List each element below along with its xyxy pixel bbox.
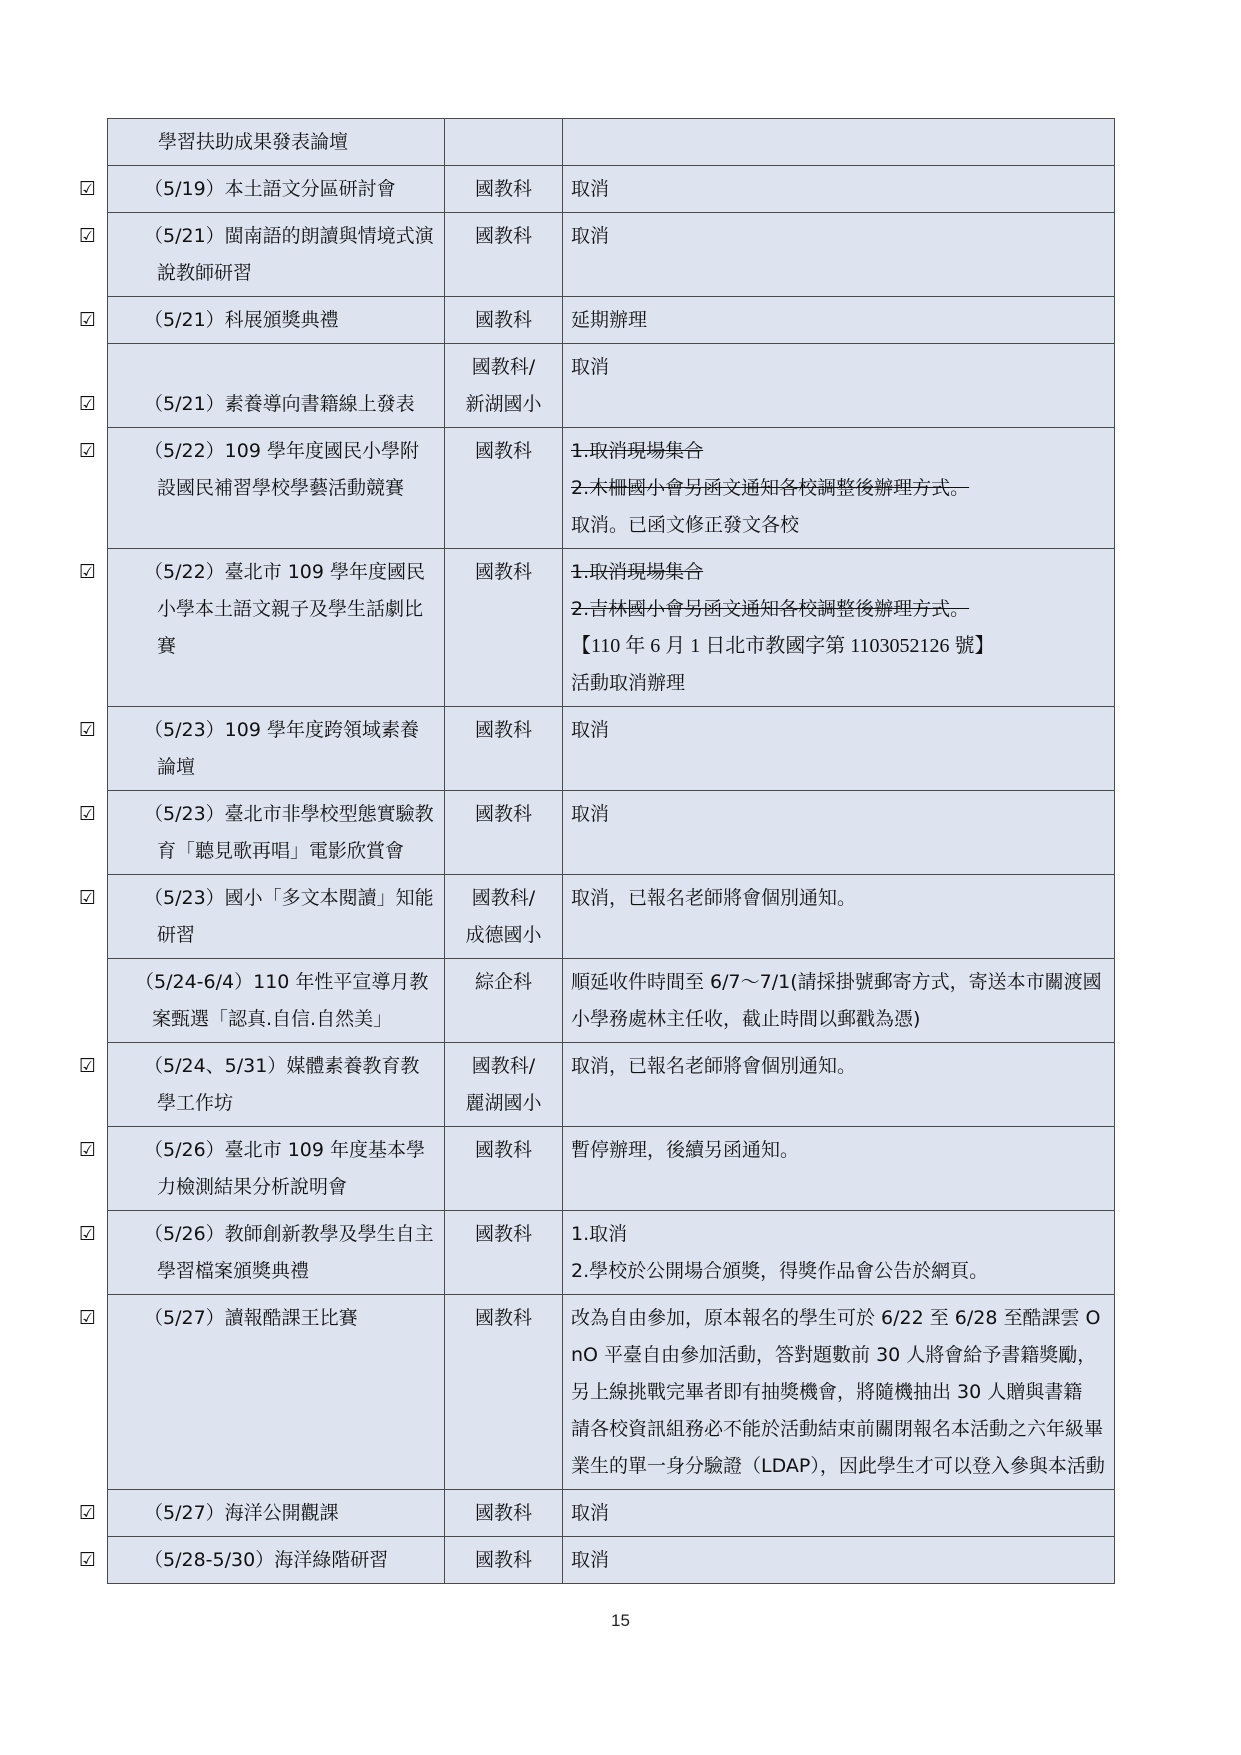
unit-cell [445,1127,563,1211]
unit-text: 麗湖國小 [465,1092,542,1114]
status-cell [563,428,1115,549]
checkbox-checked-icon: ☑ [79,440,97,462]
status-text: 取消，已報名老師將會個別通知。 [571,1055,857,1077]
status-text: 取消 [571,225,610,247]
checkbox-checked-icon: ☑ [79,887,97,909]
table-row [108,959,1115,1043]
checkbox-checked-icon: ☑ [79,225,97,247]
unit-cell [445,707,563,791]
status-cell [563,344,1115,428]
status-text: 取消 [571,803,610,825]
unit-cell [445,344,563,428]
event-title: （5/23）國小「多文本閱讀」知能研習 [144,887,434,946]
event-title: （5/19）本土語文分區研討會 [144,178,396,200]
table-row [108,297,1115,344]
status-text: 活動取消辦理 [571,672,686,694]
unit-cell [445,1211,563,1295]
event-text [79,1300,436,1337]
unit-cell [445,166,563,213]
status-text: 1.取消 [571,1223,628,1245]
status-text-struck: 1.取消現場集合 [571,440,704,462]
event-cell [79,791,445,875]
unit-cell [445,1043,563,1127]
checkbox-checked-icon: ☑ [79,393,97,415]
event-title: （5/26）臺北市 109 年度基本學力檢測結果分析說明會 [144,1139,426,1198]
event-cell [79,1211,445,1295]
event-text [79,1495,436,1532]
event-text [79,796,436,870]
table-row [108,213,1115,297]
checkbox-checked-icon: ☑ [79,1055,97,1077]
event-cell [79,1127,445,1211]
table-row [108,549,1115,707]
status-cell [563,959,1115,1043]
event-text [79,712,436,786]
status-cell [563,1211,1115,1295]
event-title: （5/24、5/31）媒體素養教育教學工作坊 [144,1055,420,1114]
event-text [79,171,436,208]
status-cell [563,1295,1115,1490]
table-row [108,1295,1115,1490]
unit-cell [445,875,563,959]
event-title: （5/23）109 學年度跨領域素養論壇 [144,719,419,778]
status-cell [563,1127,1115,1211]
checkbox-checked-icon: ☑ [79,719,97,741]
table-row [108,428,1115,549]
unit-cell [445,297,563,344]
event-title: （5/23）臺北市非學校型態實驗教育「聽見歌再唱」電影欣賞會 [144,803,434,862]
event-text [118,964,436,1038]
unit-cell [445,428,563,549]
unit-text: 國教科 [474,440,532,462]
unit-cell [445,959,563,1043]
unit-text: 國教科 [474,1549,532,1571]
event-title: （5/27）海洋公開觀課 [144,1502,339,1524]
unit-text: 國教科 [474,803,532,825]
status-text: 取消 [571,356,610,378]
event-title: （5/22）109 學年度國民小學附設國民補習學校學藝活動競賽 [144,440,419,499]
event-text [79,302,436,339]
status-cell [563,1043,1115,1127]
status-cell [563,875,1115,959]
unit-text: 國教科 [474,178,532,200]
checkbox-checked-icon: ☑ [79,561,97,583]
status-text-struck: 1.取消現場集合 [571,561,704,583]
event-title: （5/26）教師創新教學及學生自主學習檔案頒獎典禮 [144,1223,434,1282]
event-title: （5/24-6/4）110 年性平宣導月教案甄選「認真.自信.自然美」 [135,971,429,1030]
unit-text: 國教科/ [471,887,536,909]
event-title: （5/21）閩南語的朗讀與情境式演說教師研習 [144,225,434,284]
status-text: 改為自由參加，原本報名的學生可於 6/22 至 6/28 至酷課雲 OnO 平臺自由參加活動，答對題數前 30 人將會給予書籍獎勵，另上線挑戰完畢者即有抽獎機會，將隨機抽出 30 人贈與書籍 [571,1307,1101,1403]
checkbox-checked-icon: ☑ [79,178,97,200]
table-row [108,1537,1115,1584]
status-text: 取消 [571,1549,610,1571]
checkbox-checked-icon: ☑ [79,309,97,331]
event-title: （5/27）讀報酷課王比賽 [144,1307,358,1329]
checkbox-checked-icon: ☑ [79,1307,97,1329]
event-text [79,1542,436,1579]
event-cell [108,119,445,166]
status-cell [563,213,1115,297]
event-cell [79,166,445,213]
event-title: 學習扶助成果發表論壇 [158,131,349,153]
table-row [108,1127,1115,1211]
table-row [108,119,1115,166]
status-text: 請各校資訊組務必不能於活動結束前關閉報名本活動之六年級畢業生的單一身分驗證（LDAP），因此學生才可以登入參與本活動 [571,1418,1105,1477]
event-text [79,554,436,665]
event-title: （5/28-5/30）海洋綠階研習 [144,1549,389,1571]
event-text [79,880,436,954]
event-text [79,218,436,292]
status-cell [563,1537,1115,1584]
unit-text: 國教科 [474,1307,532,1329]
unit-text: 國教科 [474,1223,532,1245]
status-cell [563,549,1115,707]
page-number: 15 [611,1611,630,1630]
event-title: （5/21）科展頒獎典禮 [144,309,339,331]
table-row [108,166,1115,213]
status-cell [563,1490,1115,1537]
status-text: 延期辦理 [571,309,648,331]
unit-text: 國教科/ [471,356,536,378]
status-text-struck: 2.吉林國小會另函文通知各校調整後辦理方式。 [571,598,970,620]
table-row [108,1043,1115,1127]
event-text [79,386,436,423]
event-cell [79,213,445,297]
unit-text: 國教科 [474,1502,532,1524]
unit-cell [445,213,563,297]
checkbox-checked-icon: ☑ [79,1223,97,1245]
table-row [108,875,1115,959]
table-row [108,791,1115,875]
status-text: 取消。已函文修正發文各校 [571,514,800,536]
unit-text: 國教科 [474,309,532,331]
event-text [79,1132,436,1206]
status-text: 取消 [571,178,610,200]
event-title: （5/21）素養導向書籍線上發表 [144,393,415,415]
status-cell [563,707,1115,791]
status-text-struck: 2.木柵國小會另函文通知各校調整後辦理方式。 [571,477,970,499]
status-cell [563,791,1115,875]
checkbox-checked-icon: ☑ [79,1502,97,1524]
unit-text: 國教科 [474,225,532,247]
event-cell [108,959,445,1043]
event-text [118,124,436,161]
schedule-table-body [79,119,1115,1584]
event-text [79,1048,436,1122]
checkbox-checked-icon: ☑ [79,803,97,825]
unit-text: 成德國小 [465,924,542,946]
status-cell [563,119,1115,166]
status-text: 2.學校於公開場合頒獎，得獎作品會公告於網頁。 [571,1260,989,1282]
status-text: 【110 年 6 月 1 日北市教國字第 1103052126 號】 [571,635,995,657]
event-cell [79,707,445,791]
event-cell [79,1537,445,1584]
event-cell [79,875,445,959]
checkbox-checked-icon: ☑ [79,1139,97,1161]
event-cell [79,344,445,428]
event-title: （5/22）臺北市 109 學年度國民小學本土語文親子及學生話劇比賽 [144,561,426,657]
unit-text: 新湖國小 [465,393,542,415]
event-text [79,1216,436,1290]
unit-cell [445,791,563,875]
unit-text: 國教科/ [471,1055,536,1077]
status-text: 取消，已報名老師將會個別通知。 [571,887,857,909]
unit-text: 國教科 [474,561,532,583]
unit-cell [445,1537,563,1584]
table-row [108,344,1115,428]
event-cell [79,297,445,344]
event-cell [79,549,445,707]
event-cell [79,1295,445,1490]
event-text [79,433,436,507]
unit-cell [445,119,563,166]
unit-text: 國教科 [474,1139,532,1161]
status-cell [563,166,1115,213]
unit-text: 綜企科 [474,971,532,993]
table-row [108,1490,1115,1537]
checkbox-checked-icon: ☑ [79,1549,97,1571]
event-cell [79,1490,445,1537]
status-text: 取消 [571,1502,610,1524]
status-cell [563,297,1115,344]
unit-cell [445,1295,563,1490]
table-row [108,707,1115,791]
unit-cell [445,1490,563,1537]
event-cell [79,428,445,549]
unit-cell [445,549,563,707]
status-text: 暫停辦理，後續另函通知。 [571,1139,800,1161]
status-text: 順延收件時間至 6/7～7/1(請採掛號郵寄方式，寄送本市關渡國小學務處林主任收，截止時間以郵戳為憑) [571,971,1102,1030]
unit-text: 國教科 [474,719,532,741]
table-row [108,1211,1115,1295]
schedule-table [79,118,1115,1584]
status-text: 取消 [571,719,610,741]
event-cell [79,1043,445,1127]
